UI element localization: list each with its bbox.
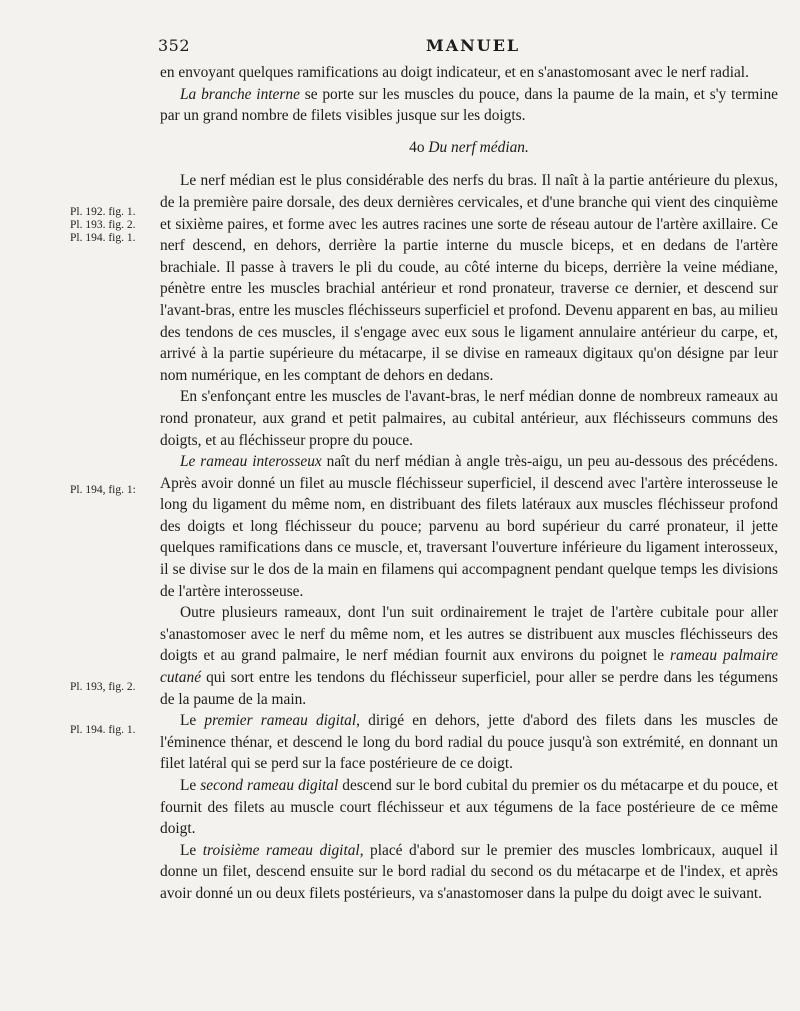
paragraph-text: , dirigé en dehors, jette d'abord des filets dans les muscles de l'éminence thénar, et descend le long du bord radial du pouce jusqu'à son extrémité, en donnant un filet latéral qui se perd sur la face postérieure de ce doigt. (160, 712, 778, 773)
paragraph (160, 710, 778, 775)
paragraph (160, 602, 778, 710)
italic-term: rameau palmaire cutané (160, 647, 778, 687)
margin-note: Pl. 193, fig. 2. (70, 681, 136, 693)
section-number: 4o (409, 138, 425, 156)
section-title: Du nerf médian. (424, 138, 529, 156)
margin-note: Pl. 194. fig. 1. (70, 232, 136, 244)
italic-term: second rameau digital (200, 777, 339, 794)
italic-term: troisième rameau digital (202, 841, 360, 859)
section-heading (160, 137, 778, 159)
paragraph (160, 84, 778, 127)
paragraph-text: , placé d'abord sur le premier des muscles lombricaux, auquel il donne un filet, descend ensuite sur le bord radial du second os du métacarpe et de l'index, et après avoir donné un ou deux filets postérieurs, va s'anastomoser dans la pulpe du doigt avec le suivant. (160, 841, 778, 902)
paragraph-lead: Outre plusieurs rameaux, dont l'un suit ordinairement le trajet de l'artère cubitale pour aller s'anastomoser avec le nerf du même nom, et les autres se distribuent aux muscles fléchisseurs des doigts et au grand palmaire, le nerf médian fournit aux environs du poignet le (160, 604, 778, 665)
body-text (160, 62, 778, 905)
paragraph (160, 170, 778, 386)
running-title: MANUEL (426, 36, 521, 55)
paragraph-lead: Le (180, 712, 205, 730)
paragraph-text: se porte sur les muscles du pouce, dans la paume de la main, et s'y termine par un grand nombre de filets visibles jusque sur les doigts. (160, 85, 778, 125)
paragraph-text: Le nerf médian est le plus considérable des nerfs du bras. Il naît à la partie antérieure du plexus, de la première paire dorsale, des deux dernières cervicales, et d'une branche qui vient des cinquième et sixième paires, et forme avec les autres racines une sorte de réseau autour de l'artère axillaire. Ce nerf descend, en dehors, derrière la partie interne du muscle biceps, et en dedans de l'artère brachiale. Il passe à travers le pli du coude, au côté interne du biceps, derrière la veine médiane, pénètre entre les muscles brachial antérieur et rond pronateur, traverse ce dernier, et descend sur l'avant-bras, entre les muscles fléchisseurs superficiel et profond. Devenu apparent en bas, au milieu des tendons de ces muscles, il s'engage avec eux sous le ligament annulaire antérieur du carpe, et, arrivé à la partie supérieure du métacarpe, il se divise en rameaux digitaux qu'on désigne par leur nom numérique, en les comptant de dehors en dedans. (160, 172, 778, 384)
margin-note: Pl. 194, fig. 1: (70, 484, 136, 496)
paragraph (160, 62, 778, 84)
page-number: 352 (158, 36, 191, 55)
paragraph-lead: Le (180, 841, 203, 859)
paragraph (160, 451, 778, 602)
paragraph-text: descend sur le bord cubital du premier os du métacarpe et du pouce, et fournit des filets au muscle court fléchisseur et aux tégumens de la face postérieure de ce même doigt. (160, 777, 778, 838)
paragraph (160, 840, 778, 905)
margin-note: Pl. 192. fig. 1. (70, 206, 136, 218)
paragraph-text: En s'enfonçant entre les muscles de l'avant-bras, le nerf médian donne de nombreux rameaux au rond pronateur, aux grand et petit palmaires, au cubital antérieur, aux fléchisseurs communs des doigts, et au fléchisseur propre du pouce. (160, 388, 778, 449)
margin-note: Pl. 194. fig. 1. (70, 724, 136, 736)
italic-term: Le rameau interosseux (180, 453, 322, 471)
paragraph (160, 775, 778, 840)
page-header (158, 36, 778, 58)
paragraph (160, 386, 778, 451)
italic-term: La branche interne (180, 85, 300, 103)
paragraph-lead: Le (180, 777, 201, 794)
margin-note: Pl. 193. fig. 2. (70, 219, 136, 231)
italic-term: premier rameau digital (204, 712, 357, 730)
paragraph-text: en envoyant quelques ramifications au doigt indicateur, et en s'anastomosant avec le nerf radial. (160, 64, 749, 81)
paragraph-text: qui sort entre les tendons du fléchisseur superficiel, pour aller se perdre dans les tégumens de la paume de la main. (160, 669, 778, 708)
paragraph-text: naît du nerf médian à angle très-aigu, un peu au-dessous des précédens. Après avoir donné un filet au muscle fléchisseur superficiel, il descend avec l'artère interosseuse le long du ligament du même nom, en distribuant des filets latéraux aux muscles fléchisseur profond des doigts et long fléchisseur du pouce; parvenu au bord supérieur du carré pronateur, il jette quelques ramifications dans ce muscle, et, traversant l'ouverture inférieure du ligament interosseux, il se divise sur le dos de la main en filamens qui accompagnent pendant quelque temps les divisions de l'artère interosseuse. (160, 453, 779, 600)
